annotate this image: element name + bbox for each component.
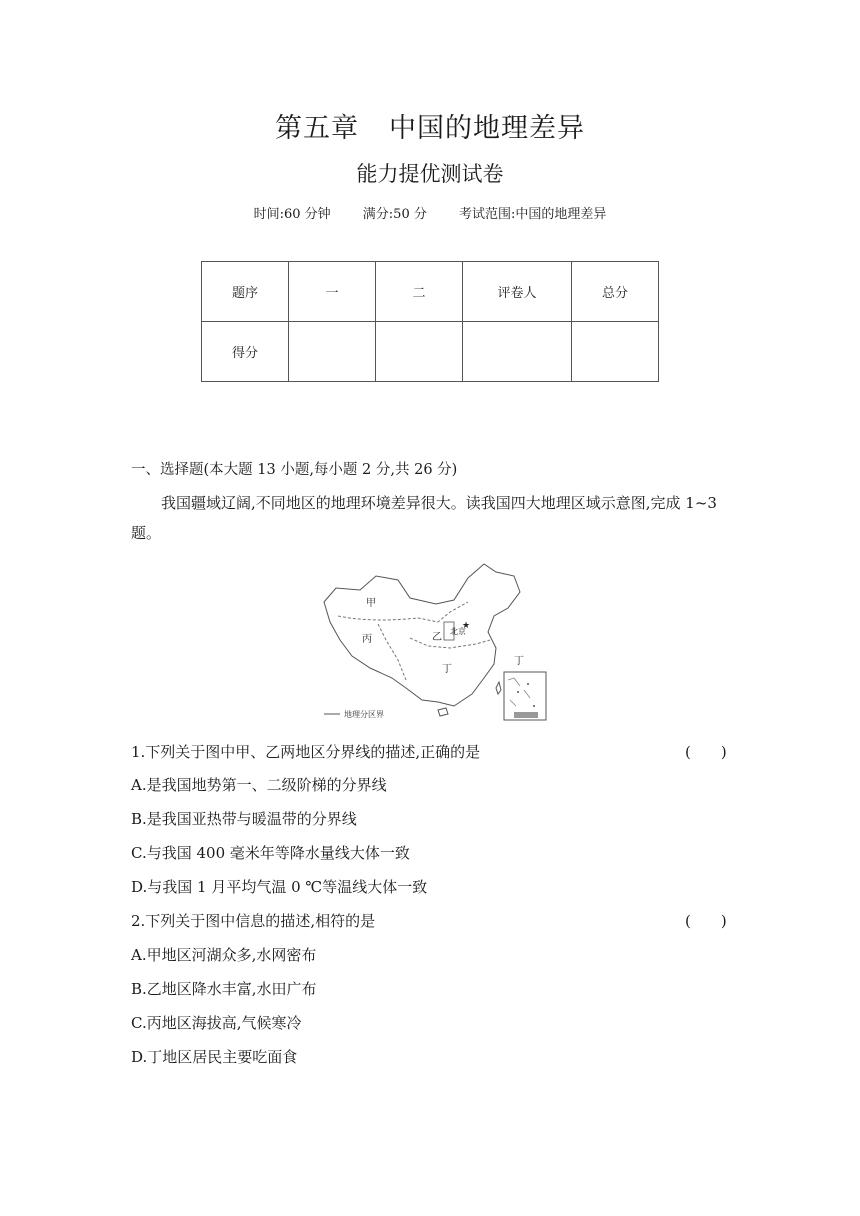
taiwan-island — [496, 682, 501, 694]
exam-meta — [0, 203, 860, 222]
exam-full-score: 满分:50 分 — [362, 207, 427, 222]
question-2-stem: 2.下列关于图中信息的描述,相符的是 — [131, 912, 376, 930]
hainan-island — [438, 708, 448, 716]
score-header-cell: 题序 — [202, 262, 289, 322]
score-cell-1[interactable] — [289, 322, 376, 382]
map-legend — [324, 709, 384, 719]
china-outline — [324, 564, 520, 706]
question-1-option-d[interactable]: D.与我国 1 月平均气温 0 ℃等温线大体一致 — [131, 878, 428, 896]
question-1-option-a[interactable]: A.是我国地势第一、二级阶梯的分界线 — [131, 776, 387, 794]
question-2-option-a[interactable]: A.甲地区河湖众多,水网密布 — [131, 946, 317, 964]
map-label-bing: 丙 — [362, 634, 372, 645]
score-cell-2[interactable] — [376, 322, 463, 382]
question-2-option-d[interactable]: D.丁地区居民主要吃面食 — [131, 1048, 298, 1066]
page-title — [0, 106, 860, 145]
map-label-beijing: 北京 — [450, 627, 466, 636]
region-boundary-west — [378, 624, 406, 680]
score-table — [201, 261, 659, 382]
score-cell-total[interactable] — [572, 322, 659, 382]
score-header-cell: 二 — [376, 262, 463, 322]
score-row-label: 得分 — [202, 322, 289, 382]
region-boundary-qinling — [410, 638, 490, 648]
answer-blank-2[interactable]: ( ) — [685, 912, 727, 930]
page-subtitle: 能力提优测试卷 — [356, 162, 504, 186]
question-1-option-c[interactable]: C.与我国 400 毫米年等降水量线大体一致 — [131, 844, 410, 862]
question-1-option-b[interactable]: B.是我国亚热带与暖温带的分界线 — [131, 810, 357, 828]
legend-label: 地理分区界 — [344, 710, 384, 719]
capital-star-icon: ★ — [462, 621, 471, 631]
exam-scope: 考试范围:中国的地理差异 — [459, 207, 607, 222]
inset-label-ding: 丁 — [514, 656, 524, 667]
score-cell-grader[interactable] — [463, 322, 572, 382]
question-2-option-b[interactable]: B.乙地区降水丰富,水田广布 — [131, 980, 317, 998]
answer-blank-1[interactable]: ( ) — [685, 743, 727, 761]
region-boundary-north — [338, 602, 468, 622]
score-header-cell: 评卷人 — [463, 262, 572, 322]
title-topic: 中国的地理差异 — [389, 113, 585, 144]
question-1-stem: 1.下列关于图中甲、乙两地区分界线的描述,正确的是 — [131, 743, 481, 761]
score-header-cell: 一 — [289, 262, 376, 322]
title-chapter: 第五章 — [275, 113, 359, 144]
score-table-score-row — [202, 322, 659, 382]
section-heading: 一、选择题(本大题 13 小题,每小题 2 分,共 26 分) — [131, 462, 458, 478]
china-regions-map — [318, 560, 550, 722]
map-label-jia: 甲 — [366, 598, 376, 609]
map-label-yi: 乙 — [432, 632, 442, 643]
map-label-ding: 丁 — [442, 664, 452, 675]
exam-time: 时间:60 分钟 — [253, 207, 331, 222]
section-intro: 我国疆域辽阔,不同地区的地理环境差异很大。读我国四大地理区域示意图,完成 1~3 题。 — [131, 494, 717, 542]
south-sea-inset — [504, 655, 546, 720]
score-table-header-row — [202, 262, 659, 322]
score-header-cell: 总分 — [572, 262, 659, 322]
question-2-option-c[interactable]: C.丙地区海拔高,气候寒冷 — [131, 1014, 302, 1032]
